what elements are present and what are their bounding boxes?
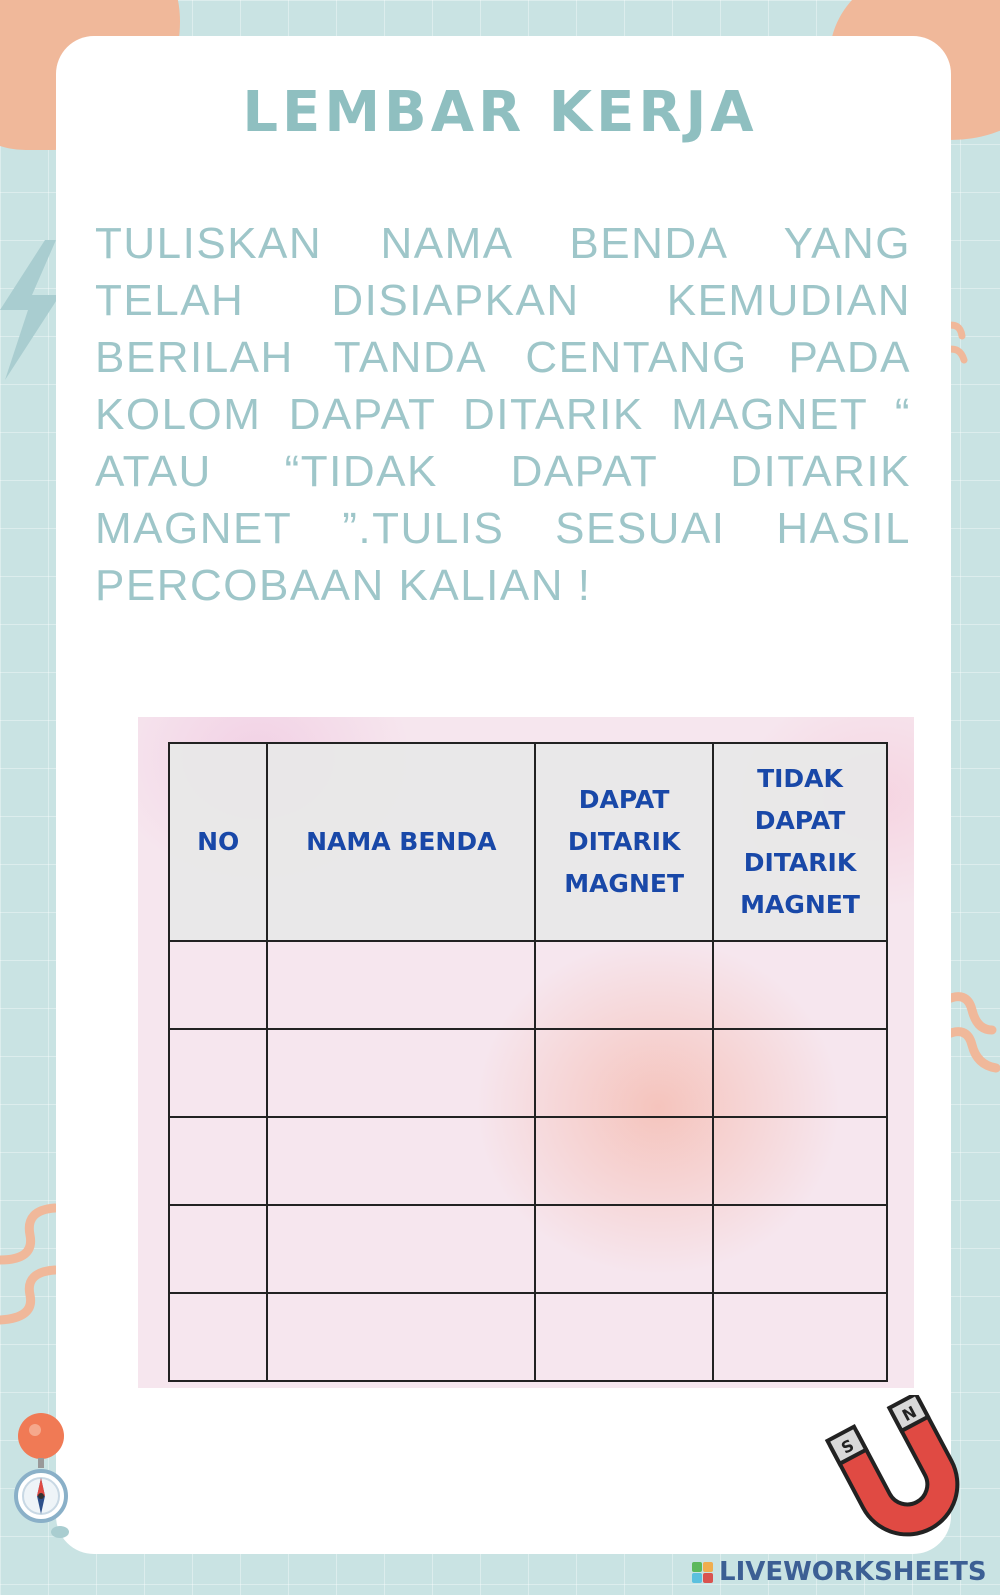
magnet-pole-s: S bbox=[838, 1435, 858, 1458]
magnet-pole-n: N bbox=[899, 1402, 920, 1426]
cell-tidak-dapat[interactable] bbox=[713, 941, 887, 1029]
answer-table bbox=[168, 742, 888, 1382]
cell-no[interactable] bbox=[169, 1205, 267, 1293]
cell-nama-benda[interactable] bbox=[267, 1205, 535, 1293]
cell-no[interactable] bbox=[169, 1293, 267, 1381]
cell-tidak-dapat[interactable] bbox=[713, 1029, 887, 1117]
liveworksheets-brand[interactable] bbox=[692, 1554, 992, 1590]
cell-dapat[interactable] bbox=[535, 941, 713, 1029]
liveworksheets-logo-icon bbox=[692, 1562, 713, 1583]
table-row bbox=[169, 941, 887, 1029]
cell-dapat[interactable] bbox=[535, 1293, 713, 1381]
table-row bbox=[169, 1117, 887, 1205]
cell-no[interactable] bbox=[169, 1117, 267, 1205]
cell-no[interactable] bbox=[169, 941, 267, 1029]
cell-no[interactable] bbox=[169, 1029, 267, 1117]
cell-dapat[interactable] bbox=[535, 1029, 713, 1117]
worksheet-title: LEMBAR KERJA bbox=[242, 80, 758, 145]
worksheet-instruction: TULISKAN NAMA BENDA YANG TELAH DISIAPKAN KEMUDIAN BERILAH TANDA CENTANG PADA KOLOM DAPAT DITARIK MAGNET “ ATAU “TIDAK DAPAT DITARIK MAGNET ”.TULIS SESUAI HASIL PERCOBAAN KALIAN ! bbox=[95, 219, 911, 610]
cell-dapat[interactable] bbox=[535, 1205, 713, 1293]
header-no: NO bbox=[169, 743, 267, 941]
table-row bbox=[169, 1293, 887, 1381]
cell-tidak-dapat[interactable] bbox=[713, 1117, 887, 1205]
header-dapat-ditarik-magnet: DAPAT DITARIK MAGNET bbox=[535, 743, 713, 941]
brand-name: LIVEWORKSHEETS bbox=[719, 1557, 987, 1587]
header-nama-benda: NAMA BENDA bbox=[267, 743, 535, 941]
compass-icon bbox=[10, 1410, 72, 1540]
cell-nama-benda[interactable] bbox=[267, 1029, 535, 1117]
magnet-icon bbox=[815, 1395, 995, 1565]
cell-tidak-dapat[interactable] bbox=[713, 1293, 887, 1381]
cell-dapat[interactable] bbox=[535, 1117, 713, 1205]
cell-tidak-dapat[interactable] bbox=[713, 1205, 887, 1293]
header-tidak-dapat-ditarik-magnet: TIDAK DAPAT DITARIK MAGNET bbox=[713, 743, 887, 941]
cell-nama-benda[interactable] bbox=[267, 941, 535, 1029]
table-row bbox=[169, 1205, 887, 1293]
cell-nama-benda[interactable] bbox=[267, 1293, 535, 1381]
table-row bbox=[169, 1029, 887, 1117]
cell-nama-benda[interactable] bbox=[267, 1117, 535, 1205]
answer-table-panel bbox=[138, 717, 914, 1388]
table-header-row bbox=[169, 743, 887, 941]
